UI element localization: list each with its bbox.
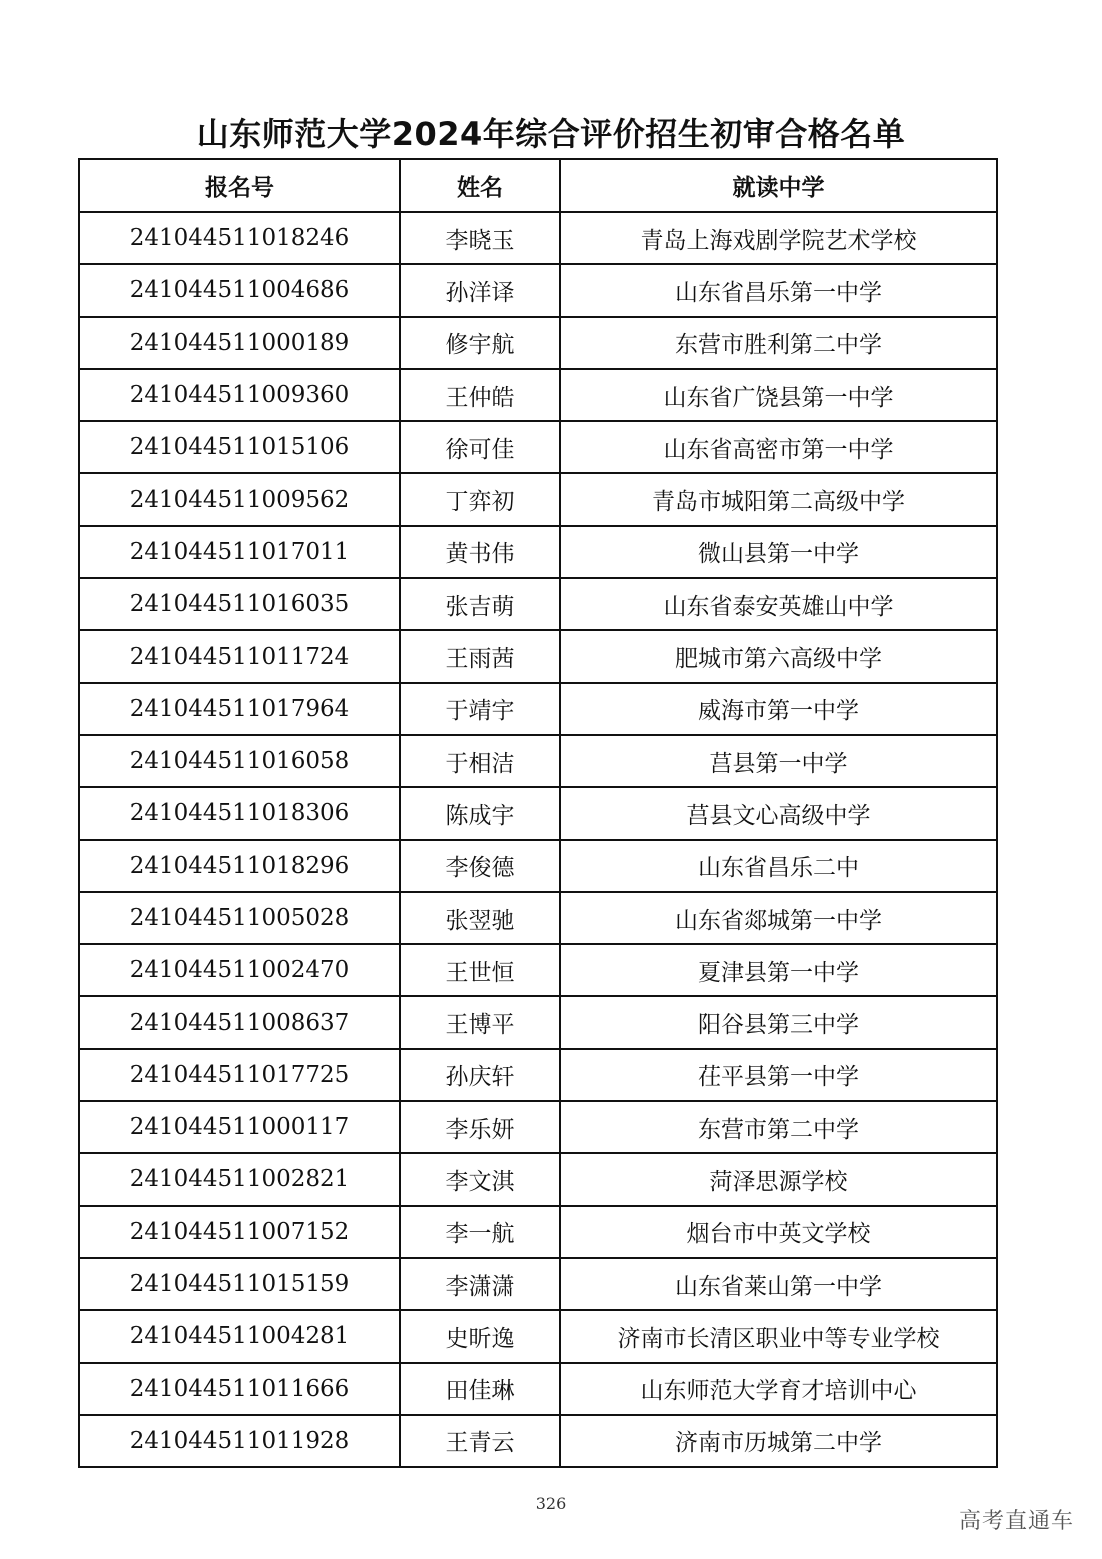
student-name-cell: 王博平 <box>400 996 560 1048</box>
school-name-cell: 山东师范大学育才培训中心 <box>560 1363 997 1415</box>
column-header-name: 姓名 <box>400 159 560 212</box>
student-name-cell: 史昕逸 <box>400 1310 560 1362</box>
student-name-cell: 张吉萌 <box>400 578 560 630</box>
table-row <box>79 787 997 839</box>
watermark-logo-text: 高考直通车 <box>958 1509 1074 1534</box>
student-name-cell: 田佳琳 <box>400 1363 560 1415</box>
registration-number-cell: 241044511015159 <box>79 1258 400 1310</box>
student-name-cell: 陈成宇 <box>400 787 560 839</box>
table-row <box>79 578 997 630</box>
table-row <box>79 1153 997 1205</box>
table-row <box>79 526 997 578</box>
registration-number-cell: 241044511005028 <box>79 892 400 944</box>
school-name-cell: 青岛市城阳第二高级中学 <box>560 473 997 525</box>
school-name-cell: 济南市历城第二中学 <box>560 1415 997 1467</box>
student-name-cell: 李晓玉 <box>400 212 560 264</box>
table-row <box>79 1206 997 1258</box>
table-row <box>79 421 997 473</box>
school-name-cell: 夏津县第一中学 <box>560 944 997 996</box>
student-name-cell: 李一航 <box>400 1206 560 1258</box>
student-name-cell: 李文淇 <box>400 1153 560 1205</box>
school-name-cell: 青岛上海戏剧学院艺术学校 <box>560 212 997 264</box>
registration-number-cell: 241044511008637 <box>79 996 400 1048</box>
registration-number-cell: 241044511011928 <box>79 1415 400 1467</box>
header-row <box>79 159 997 212</box>
table-header <box>79 159 997 212</box>
registration-number-cell: 241044511015106 <box>79 421 400 473</box>
student-name-cell: 李俊德 <box>400 840 560 892</box>
registration-number-cell: 241044511016058 <box>79 735 400 787</box>
school-name-cell: 山东省广饶县第一中学 <box>560 369 997 421</box>
table-row <box>79 1363 997 1415</box>
registration-number-cell: 241044511018306 <box>79 787 400 839</box>
table-row <box>79 264 997 316</box>
student-name-cell: 徐可佳 <box>400 421 560 473</box>
school-name-cell: 济南市长清区职业中等专业学校 <box>560 1310 997 1362</box>
registration-number-cell: 241044511017725 <box>79 1049 400 1101</box>
table-row <box>79 473 997 525</box>
school-name-cell: 山东省高密市第一中学 <box>560 421 997 473</box>
student-name-cell: 修宇航 <box>400 317 560 369</box>
student-name-cell: 王雨茜 <box>400 630 560 682</box>
school-name-cell: 山东省昌乐二中 <box>560 840 997 892</box>
registration-number-cell: 241044511009562 <box>79 473 400 525</box>
table-row <box>79 735 997 787</box>
table-row <box>79 1310 997 1362</box>
school-name-cell: 莒县第一中学 <box>560 735 997 787</box>
student-name-cell: 黄书伟 <box>400 526 560 578</box>
school-name-cell: 山东省昌乐第一中学 <box>560 264 997 316</box>
student-name-cell: 丁弈初 <box>400 473 560 525</box>
student-name-cell: 张翌驰 <box>400 892 560 944</box>
student-name-cell: 李乐妍 <box>400 1101 560 1153</box>
column-header-registration-number: 报名号 <box>79 159 400 212</box>
page-number: 326 <box>535 1494 567 1513</box>
school-name-cell: 山东省泰安英雄山中学 <box>560 578 997 630</box>
student-name-cell: 王仲皓 <box>400 369 560 421</box>
table-row <box>79 996 997 1048</box>
school-name-cell: 东营市胜利第二中学 <box>560 317 997 369</box>
registration-number-cell: 241044511011666 <box>79 1363 400 1415</box>
student-name-cell: 王青云 <box>400 1415 560 1467</box>
registration-number-cell: 241044511011724 <box>79 630 400 682</box>
table-row <box>79 892 997 944</box>
registration-number-cell: 241044511000189 <box>79 317 400 369</box>
student-name-cell: 孙庆轩 <box>400 1049 560 1101</box>
registration-number-cell: 241044511018296 <box>79 840 400 892</box>
table-row <box>79 1258 997 1310</box>
school-name-cell: 烟台市中英文学校 <box>560 1206 997 1258</box>
registration-number-cell: 241044511004281 <box>79 1310 400 1362</box>
student-name-cell: 于靖宇 <box>400 683 560 735</box>
registration-number-cell: 241044511017011 <box>79 526 400 578</box>
registration-number-cell: 241044511016035 <box>79 578 400 630</box>
student-name-cell: 李潇潇 <box>400 1258 560 1310</box>
table-row <box>79 212 997 264</box>
registration-number-cell: 241044511002821 <box>79 1153 400 1205</box>
table-body <box>79 212 997 1467</box>
table-row <box>79 1101 997 1153</box>
table-row <box>79 683 997 735</box>
student-name-cell: 孙洋译 <box>400 264 560 316</box>
table-row <box>79 840 997 892</box>
document-title: 山东师范大学2024年综合评价招生初审合格名单 <box>196 115 906 153</box>
roster-table <box>78 158 998 1468</box>
school-name-cell: 茌平县第一中学 <box>560 1049 997 1101</box>
registration-number-cell: 241044511004686 <box>79 264 400 316</box>
student-name-cell: 于相洁 <box>400 735 560 787</box>
table-row <box>79 317 997 369</box>
student-name-cell: 王世恒 <box>400 944 560 996</box>
registration-number-cell: 241044511007152 <box>79 1206 400 1258</box>
school-name-cell: 菏泽思源学校 <box>560 1153 997 1205</box>
school-name-cell: 威海市第一中学 <box>560 683 997 735</box>
table-row <box>79 630 997 682</box>
table-row <box>79 369 997 421</box>
registration-number-cell: 241044511017964 <box>79 683 400 735</box>
registration-number-cell: 241044511009360 <box>79 369 400 421</box>
table-row <box>79 1415 997 1467</box>
registration-number-cell: 241044511000117 <box>79 1101 400 1153</box>
table-row <box>79 944 997 996</box>
column-header-school: 就读中学 <box>560 159 997 212</box>
registration-number-cell: 241044511002470 <box>79 944 400 996</box>
school-name-cell: 阳谷县第三中学 <box>560 996 997 1048</box>
school-name-cell: 东营市第二中学 <box>560 1101 997 1153</box>
registration-number-cell: 241044511018246 <box>79 212 400 264</box>
table-row <box>79 1049 997 1101</box>
school-name-cell: 山东省莱山第一中学 <box>560 1258 997 1310</box>
school-name-cell: 微山县第一中学 <box>560 526 997 578</box>
school-name-cell: 山东省郯城第一中学 <box>560 892 997 944</box>
school-name-cell: 肥城市第六高级中学 <box>560 630 997 682</box>
school-name-cell: 莒县文心高级中学 <box>560 787 997 839</box>
